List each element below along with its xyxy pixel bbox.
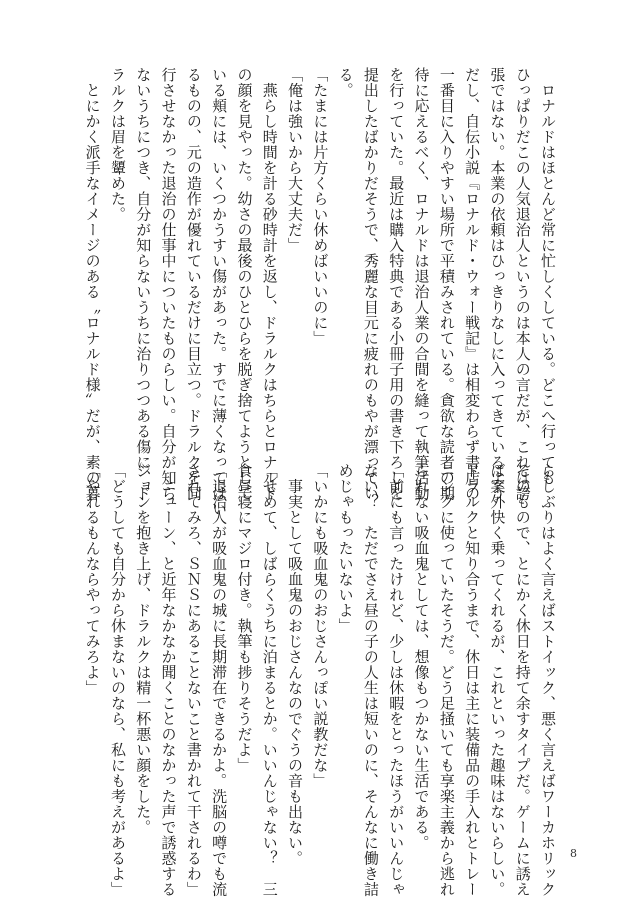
text-line: 「せめて、しばらくうちに泊まるとか。いいんじゃない？ 三 (260, 463, 279, 897)
text-line: ニューン、と近年なかなか聞くことのなかった声で誘惑する (159, 463, 178, 897)
page-number: 8 (570, 847, 577, 860)
text-line: ラルクは眉を顰めた。 (108, 67, 127, 222)
text-line: 「やれるもんならやってみろよ」 (83, 463, 102, 696)
text-line: 「俺は強いから大丈夫だ」 (286, 67, 305, 253)
text-line: の顔を見やった。幼さの最後のひとひらを脱ぎ捨てようとして (235, 67, 254, 501)
text-line: 燕らし時間を計る砂時計を返し、ドラルクはちらとロナルド (260, 67, 279, 501)
text-line: ロナルドはほとんど常に忙しくしている。どこへ行っても (539, 67, 557, 486)
text-line: 食昼寝にマジロ付き。執筆も捗りそうだよ」 (235, 463, 254, 773)
text-line: 「いかにも吸血鬼のおじさんっぽい説教だな」 (311, 463, 330, 789)
text-line: いる頬には、いくつかうすい傷があった。すでに薄くなってはい (210, 67, 229, 517)
text-line: 待に応えるべく、ロナルドは退治人業の合間を縫って執筆活動 (412, 67, 431, 501)
text-line: 行させなかった退治の仕事中についたものらしい。自分が知ら (159, 67, 178, 501)
text-line: る。 (336, 67, 355, 98)
text-line: ないうちにつき、自分が知らないうちに治りつつある傷に、ド (134, 67, 153, 501)
text-block-top (79, 67, 560, 517)
text-line: めじゃもったいないよ」 (336, 463, 355, 634)
text-line: 張ではない。本業の依頼はひっきりなしに入ってきているよう (488, 67, 507, 501)
text-line: ひっぱりだこの人気退治人というのは本人の言だが、これは誇 (513, 67, 532, 501)
text-line: 事実として吸血鬼のおじさんなのでぐうの音も出ない。 (286, 463, 305, 866)
text-line: 「前にも言ったけれど、少しは休暇をとったほうがいいんじゃ (387, 463, 406, 897)
text-line: 「どうしても自分から休まないのなら、私にも考えがあるよ」 (108, 463, 127, 897)
text-line: られない吸血鬼としては、想像もつかない生活である。 (412, 463, 431, 851)
text-line: ドラルクと知り合うまで、休日は主に装備品の手入れとトレー (463, 463, 482, 897)
text-line: されてみろ、ＳＮＳにあることないこと書かれて干されるわ」 (184, 463, 203, 897)
text-line: ば案外快く乗ってくれるが、これといった趣味はないらしい。 (488, 463, 507, 897)
text-line: るものの、元の造作が優れているだけに目立つ。ドラルクを同 (184, 67, 203, 501)
text-line: 一番目に入りやすい場所で平積みされている。貪欲な読者の期 (437, 67, 456, 501)
text-line: ない？ ただでさえ昼の子の人生は短いのに、そんなに働き詰 (361, 463, 380, 897)
text-line: ニングに使っていたそうだ。どう足掻いても享楽主義から逃れ (437, 463, 456, 897)
text-line: 提出したばかりだそうで、秀麗な目元に疲れのもやが漂ってい (361, 67, 380, 501)
text-line: そのもので、とにかく休日を持て余すタイプだ。ゲームに誘え (513, 463, 532, 897)
text-line: を行っていた。最近は購入特典である小冊子用の書き下ろしを (387, 67, 406, 501)
text-line: らしぶりはよく言えばストイック、悪く言えばワーカホリック (539, 463, 557, 897)
text-block-bottom (79, 463, 560, 897)
text-line: とにかく派手なイメージのある〝ロナルド様〟だが、素の暮 (83, 67, 102, 501)
text-line: 「退治人が吸血鬼の城に長期滞在できるかよ。洗脳の噂でも流 (210, 463, 229, 897)
text-line: だし、自伝小説『ロナルド・ウォー戦記』は相変わらず書店の (463, 67, 482, 501)
text-line: 「たまには片方くらい休めばいいのに」 (311, 67, 330, 346)
text-line: ジョンを抱き上げ、ドラルクは精一杯悪い顔をした。 (134, 463, 153, 835)
